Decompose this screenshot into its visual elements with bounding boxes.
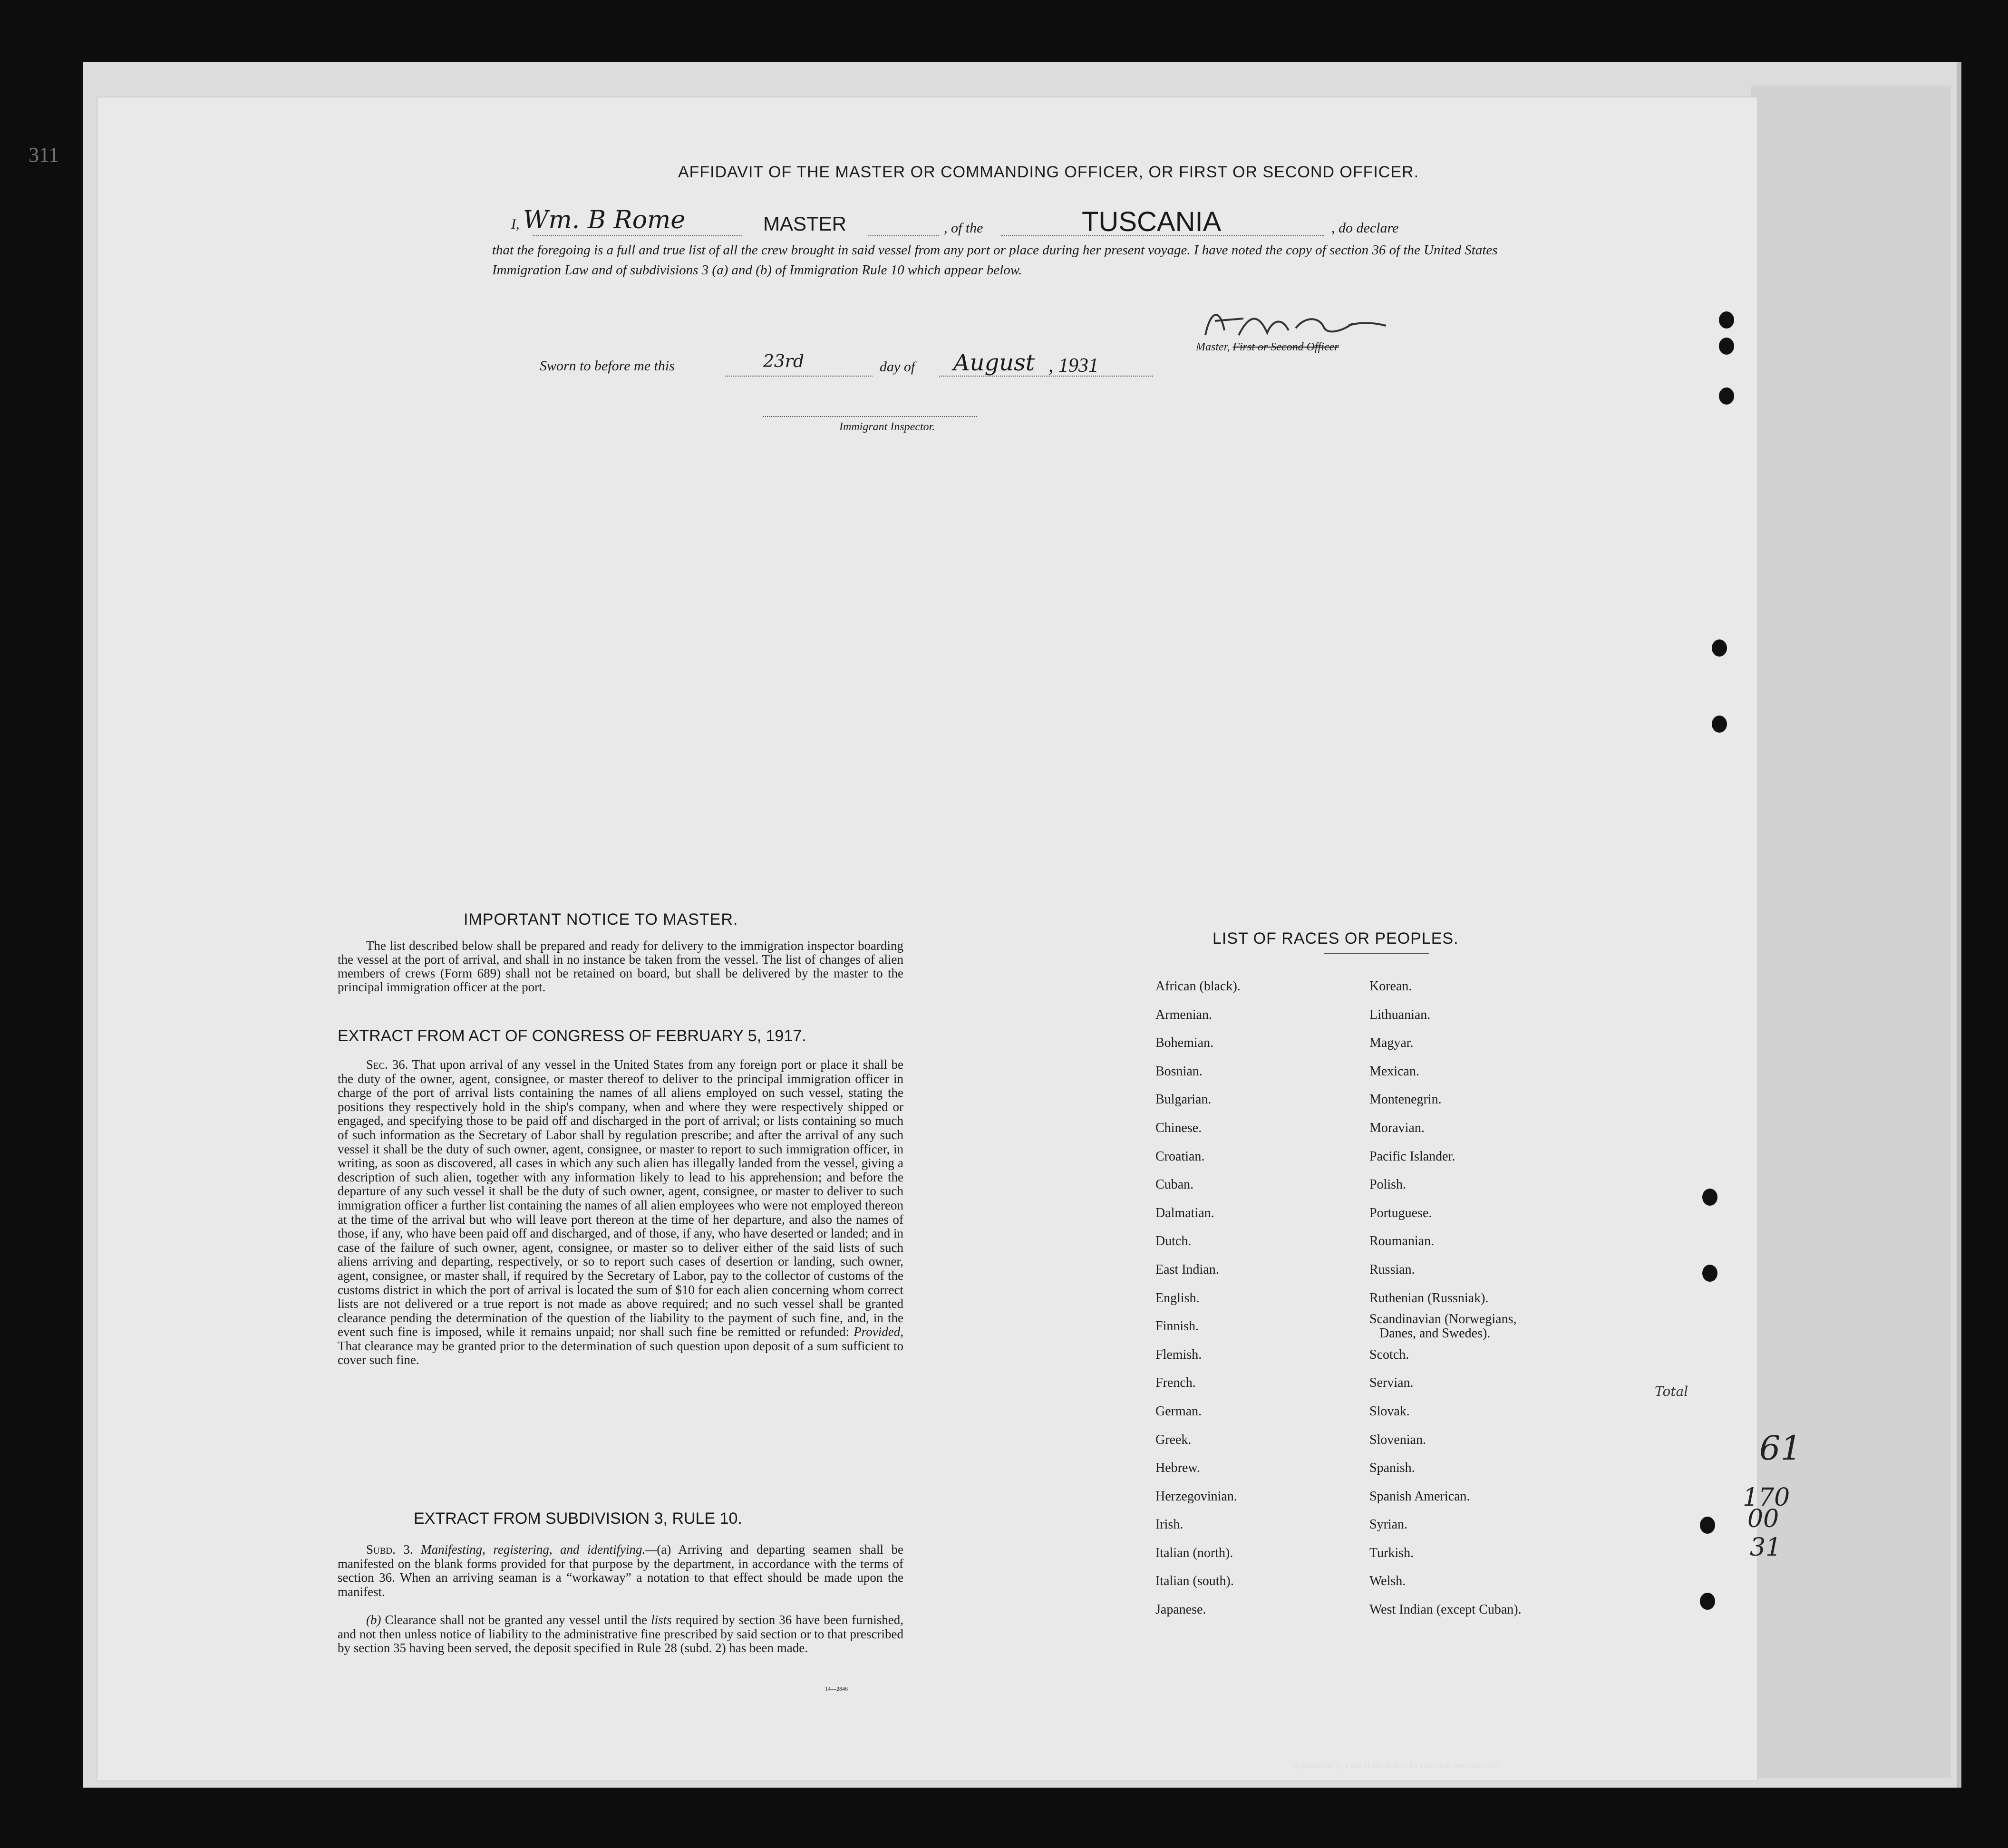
binding-hole <box>1702 1189 1717 1206</box>
binding-hole <box>1700 1593 1715 1610</box>
sworn-day-line <box>725 376 873 377</box>
sworn-month: August <box>953 349 1035 376</box>
affidavit-prefix: I, <box>511 216 520 232</box>
race-item: Montenegrin. <box>1369 1092 1442 1107</box>
total-value: 00 <box>1747 1505 1779 1533</box>
total-value: 31 <box>1750 1533 1782 1562</box>
totals-label: Total <box>1655 1384 1688 1399</box>
race-item: Pacific Islander. <box>1369 1149 1455 1164</box>
binding-hole <box>1719 387 1734 405</box>
section-36-text: Sec. 36. That upon arrival of any vessel in the United States from any foreign port or place it shall be the duty of the owner, agent, consignee, or master thereof to deliver to the principal immigration officer in charge of the port of arrival lists containing the names of all aliens employed on such vessel, stating the positions they respectively hold in the ship's company, when and where they were respectively shipped or engaged, and specifying those to be paid off and discharged in the port of arrival; or lists containing so much of such information as the Secretary of Labor shall by regulation prescribe; and after the arrival of any such vessel it shall be the duty of such owner, agent, consignee, or master to report to such immigration officer, in writing, as soon as discovered, all cases in which any such alien has illegally landed from the vessel, giving a description of such alien, together with any information likely to lead to his apprehension; and before the departure of any such vessel it shall be the duty of such owner, agent, consignee, or master to deliver to such immigration officer a further list containing the names of all alien employees who were not employed thereon at the time of the arrival but who will leave port thereon at the time of her departure, and also the names of those, if any, who have been paid off and discharged, and of those, if any, who have deserted or landed; and in case of the failure of such owner, agent, consignee, or master so to deliver either of the said lists of such aliens arriving and departing, respectively, or so to report such cases of desertion or landing, such owner, agent, consignee, or master shall, if required by the Secretary of Labor, pay to the collector of customs of the customs district in which the port of arrival is located the sum of $10 for each alien concerning whom correct lists are not delivered or a true report is not made as above required; and no such vessel shall be granted clearance pending the determination of the question of the liability to the payment of such fine, and, in the event such fine is imposed, while it remains unpaid; nor shall such fine be remitted or refunded: Provided, That clearance may be granted prior to the determination of such question upon deposit of a sum sufficient to cover such fine. <box>338 1057 904 1367</box>
race-item: Lithuanian. <box>1369 1007 1431 1022</box>
race-item: Bulgarian. <box>1155 1092 1212 1107</box>
binding-hole <box>1719 338 1734 355</box>
underlying-manifest-edge <box>1751 86 1951 1778</box>
race-item: Spanish. <box>1369 1461 1415 1476</box>
extract-rule-title: EXTRACT FROM SUBDIVISION 3, RULE 10. <box>414 1509 742 1528</box>
margin-page-number: 311 <box>29 143 59 166</box>
binding-hole <box>1712 639 1727 657</box>
race-item: Korean. <box>1369 979 1412 994</box>
vessel-name: TUSCANIA <box>1082 206 1222 237</box>
day-of-text: day of <box>880 359 915 375</box>
race-item: Moravian. <box>1369 1120 1425 1135</box>
inspector-caption: Immigrant Inspector. <box>839 421 935 433</box>
total-value: 170 <box>1743 1483 1790 1512</box>
form-number: 14—2846 <box>825 1685 848 1692</box>
race-item: Finnish. <box>1155 1319 1199 1334</box>
race-item: Portuguese. <box>1369 1205 1432 1220</box>
race-item: Italian (south). <box>1155 1574 1234 1589</box>
race-item: German. <box>1155 1403 1202 1419</box>
race-item: Slovak. <box>1369 1403 1410 1419</box>
master-name: Wm. B Rome <box>523 206 686 234</box>
race-item: West Indian (except Cuban). <box>1369 1602 1522 1617</box>
bottom-note: is punishable by a fine of Ten Dollars for each alien. See other side. <box>1293 1761 1499 1770</box>
race-item: Dalmatian. <box>1155 1205 1214 1220</box>
race-item: Bohemian. <box>1155 1035 1214 1051</box>
race-item: English. <box>1155 1290 1200 1306</box>
extract-act-title: EXTRACT FROM ACT OF CONGRESS OF FEBRUARY 5, 1917. <box>338 1027 806 1045</box>
race-item: Ruthenian (Russniak). <box>1369 1290 1489 1306</box>
race-item: French. <box>1155 1375 1196 1391</box>
master-rank: MASTER <box>763 213 847 235</box>
of-the-text: , of the <box>944 220 983 236</box>
race-item: Spanish American. <box>1369 1489 1470 1504</box>
race-item: Scandinavian (Norwegians, Danes, and Swedes). <box>1369 1312 1517 1341</box>
notice-text: The list described below shall be prepared and ready for delivery to the immigration inspector boarding the vessel at the port of arrival, and shall in no instance be taken from the vessel. The list of changes of alien members of crews (Form 689) shall not be retained on board, but shall be delivered by the master to the principal immigration officer at the port. <box>338 939 903 994</box>
binding-hole <box>1702 1265 1717 1282</box>
races-title-rule <box>1324 953 1429 954</box>
race-item: Croatian. <box>1155 1149 1205 1164</box>
race-item: Turkish. <box>1369 1545 1414 1560</box>
race-item: Syrian. <box>1369 1517 1408 1532</box>
race-item: Slovenian. <box>1369 1432 1426 1447</box>
race-item: Dutch. <box>1155 1234 1192 1249</box>
subdivision-3b-text: (b) Clearance shall not be granted any vessel until the lists required by section 36 have been furnished, and not then unless notice of liability to the administrative fine prescribed by said section or to that prescribed by section 35 having been served, the deposit specified in Rule 28 (subd. 2) has been made. <box>338 1613 904 1655</box>
notice-title: IMPORTANT NOTICE TO MASTER. <box>464 910 738 929</box>
race-item: Cuban. <box>1155 1177 1194 1192</box>
affidavit-title: AFFIDAVIT OF THE MASTER OR COMMANDING OFFICER, OR FIRST OR SECOND OFFICER. <box>678 163 1419 181</box>
binding-hole <box>1700 1517 1715 1534</box>
race-item: Irish. <box>1155 1517 1183 1532</box>
race-item: Bosnian. <box>1155 1064 1203 1079</box>
race-item: Armenian. <box>1155 1007 1212 1022</box>
total-value: 61 <box>1759 1429 1802 1468</box>
races-title: LIST OF RACES OR PEOPLES. <box>1213 929 1459 948</box>
do-declare-text: , do declare <box>1331 220 1399 236</box>
race-item: Chinese. <box>1155 1120 1202 1135</box>
race-item: African (black). <box>1155 979 1241 994</box>
race-item: Hebrew. <box>1155 1461 1200 1476</box>
race-item: East Indian. <box>1155 1262 1219 1277</box>
binding-hole <box>1712 716 1727 733</box>
race-item: Russian. <box>1369 1262 1415 1277</box>
race-item: Roumanian. <box>1369 1234 1435 1249</box>
race-item: Polish. <box>1369 1177 1407 1192</box>
master-signature <box>1186 302 1424 345</box>
race-item: Greek. <box>1155 1432 1192 1447</box>
inspector-signature-line <box>763 416 977 417</box>
race-item: Italian (north). <box>1155 1545 1233 1560</box>
sworn-day: 23rd <box>763 352 805 371</box>
race-item: Mexican. <box>1369 1064 1419 1079</box>
race-item: Flemish. <box>1155 1347 1202 1362</box>
subdivision-3a-text: Subd. 3. Manifesting, registering, and identifying.—(a) Arriving and departing seamen shall be manifested on the blank forms provided for that purpose by the department, in accordance with the terms of section 36. When an arriving seaman is a “workaway” a notation to that effect should be made upon the manifest. <box>338 1542 904 1599</box>
sworn-text: Sworn to before me this <box>540 358 675 374</box>
races-left-column <box>1155 972 1241 1624</box>
affidavit-text: that the foregoing is a full and true list of all the crew brought in said vessel from any port or place during her present voyage. I have noted the copy of section 36 of the United States Immigration Law and of subdivisions 3 (a) and (b) of Immigration Rule 10 which appear below. <box>492 242 1498 278</box>
race-item: Japanese. <box>1155 1602 1206 1617</box>
races-right-column <box>1369 972 1522 1624</box>
race-item: Servian. <box>1369 1375 1414 1391</box>
binding-hole <box>1719 311 1734 329</box>
race-item: Herzegovinian. <box>1155 1489 1237 1504</box>
race-item: Magyar. <box>1369 1035 1414 1051</box>
race-item: Welsh. <box>1369 1574 1406 1589</box>
sworn-year: , 1931 <box>1048 355 1098 377</box>
affidavit-page <box>97 97 1757 1780</box>
signature-caption: Master, First or Second Officer <box>1196 341 1339 353</box>
race-item: Scotch. <box>1369 1347 1409 1362</box>
rank-line <box>868 235 939 236</box>
name-line <box>533 235 742 236</box>
